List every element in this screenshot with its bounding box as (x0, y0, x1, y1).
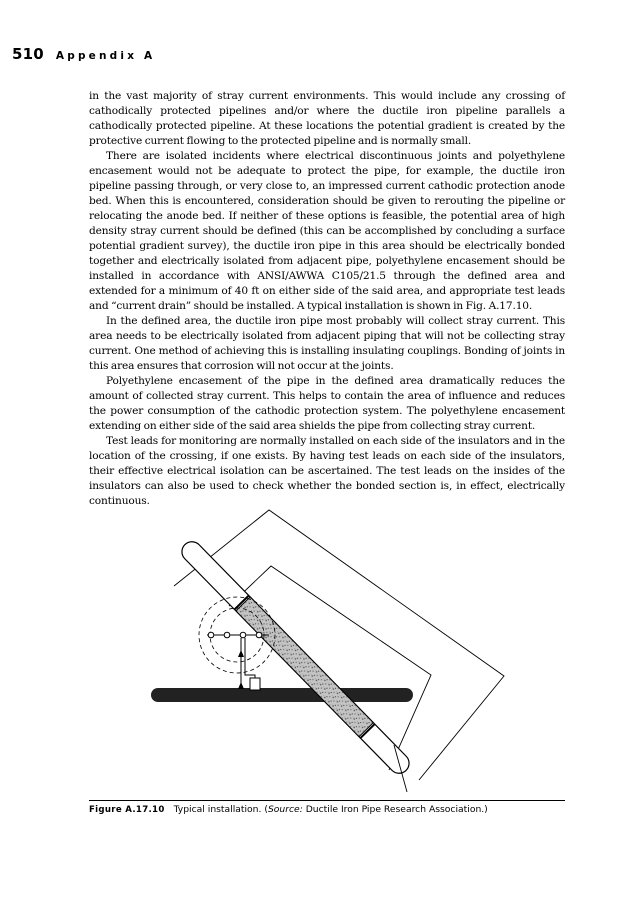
figure (89, 500, 565, 792)
source-text: Ductile Iron Pipe Research Association.) (302, 804, 488, 815)
paragraph: in the vast majority of stray current environments. This would include any crossing of cathodically protected pipelines and/or where the ductile iron pipeline parallels a cathodically protected pipeline. At these locations the potential gradient is created by the protective current flowing to the protected pipeline and is normally small. (89, 90, 565, 147)
installation-diagram (89, 500, 565, 792)
page-header (12, 45, 155, 65)
inner-boundary-line (229, 566, 431, 770)
figure-caption (89, 804, 565, 815)
figure-title: Typical installation. (173, 804, 262, 815)
source-label: Source: (267, 804, 303, 815)
test-box (250, 678, 260, 690)
source-open: ( (264, 804, 268, 815)
paragraph: In the defined area, the ductile iron pipe most probably will collect stray current. This area needs to be electrically isolated from adjacent piping that will not be collecting stray current. One method of achieving this is installing insulating couplings. Bonding of joints in this area ensures that corrosion will not occur at the joints. (89, 315, 565, 372)
crossing-pipeline (151, 688, 413, 702)
terminal (240, 632, 246, 638)
paragraph: Test leads for monitoring are normally installed on each side of the insulators and in the location of the crossing, if one exists. By having test leads on each side of the insulators, their effective electrical isolation can be ascertained. The test leads on the insides of the insulators can also be used to check whether the bonded section is, in effect, electrically continuous. (89, 435, 565, 507)
terminal (224, 632, 230, 638)
page-number: 510 (12, 45, 44, 63)
paragraph: There are isolated incidents where electrical discontinuous joints and polyethylene encasement would not be adequate to protect the pipe, for example, the ductile iron pipeline passing through, or very close to, an impressed current cathodic protection anode bed. When this is encountered, consideration should be given to rerouting the pipeline or relocating the anode bed. If neither of these options is feasible, the potential area of high density stray current should be defined (this can be accomplished by concluding a surface potential gradient survey), the ductile iron pipe in this area should be electrically bonded together and electrically isolated from adjacent pipe, polyethylene encasement should be installed in accordance with ANSI/AWWA C105/21.5 through the defined area and extended for a minimum of 40 ft on either side of the said area, and appropriate test leads and “current drain” should be installed. A typical installation is shown in Fig. A.17.10. (89, 150, 565, 312)
terminal (208, 632, 214, 638)
paragraph: Polyethylene encasement of the pipe in the defined area dramatically reduces the amount of collected stray current. This helps to contain the area of influence and reduces the power consumption of the cathodic protection system. The polyethylene encasement extending on either side of the said area shields the pipe from collecting stray current. (89, 375, 565, 432)
arrow-up-icon (238, 650, 244, 657)
body-text (89, 89, 565, 509)
running-head: Appendix A (55, 50, 156, 62)
caption-rule (89, 800, 565, 801)
outer-boundary-line (174, 510, 504, 780)
terminal (256, 632, 262, 638)
polyethylene-encasement (236, 597, 373, 737)
arrow-up-icon (238, 682, 244, 689)
figure-label: Figure A.17.10 (89, 805, 165, 815)
